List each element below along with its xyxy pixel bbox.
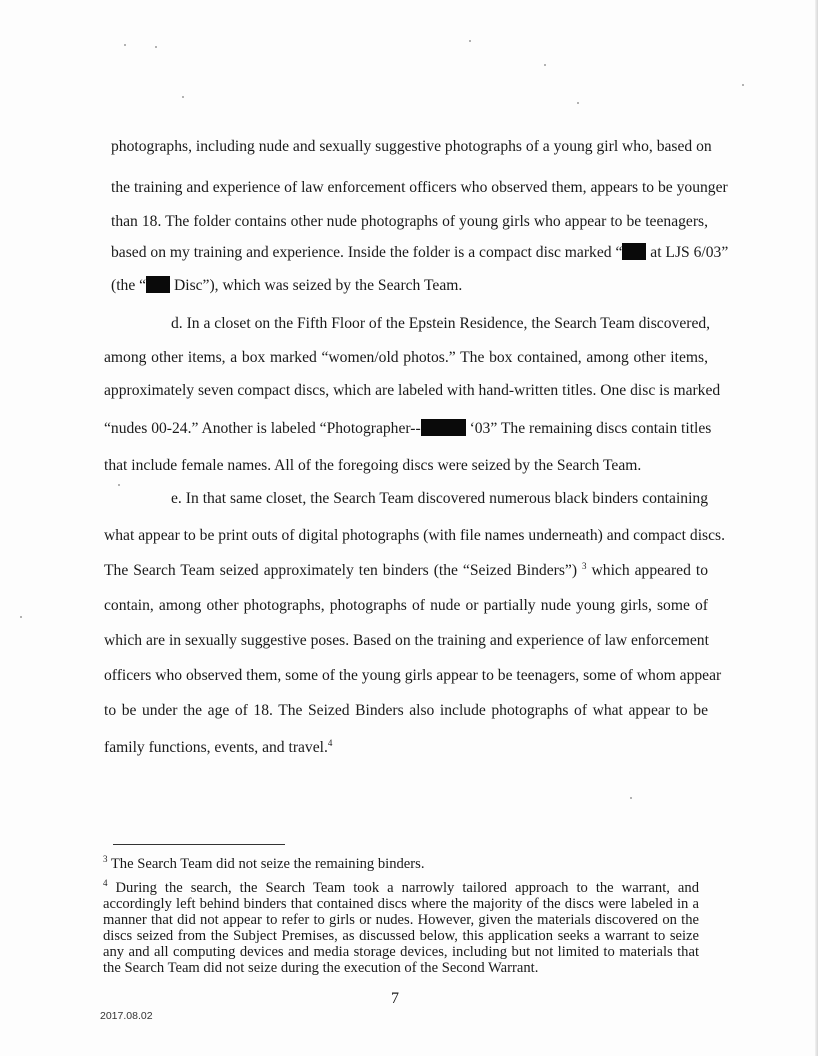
scan-speck — [182, 96, 184, 98]
body-line: that include female names. All of the foregoing discs were seized by the Search Team. — [104, 457, 642, 474]
footnote-mark: 3 — [103, 854, 108, 864]
body-text: “nudes 00-24.” Another is labeled “Photographer-- — [104, 420, 421, 437]
footnote-3 — [103, 856, 699, 872]
body-line — [104, 419, 711, 439]
redaction-box — [622, 243, 646, 260]
body-text: Disc”), which was seized by the Search Team. — [170, 277, 463, 294]
body-text: which appeared to — [586, 562, 709, 579]
body-line: the training and experience of law enforcement officers who observed them, appears to be younger — [111, 179, 728, 196]
body-line: what appear to be print outs of digital photographs (with file names underneath) and compact discs. — [104, 527, 725, 544]
body-line — [104, 738, 332, 758]
paragraph-e-first-line: e. In that same closet, the Search Team discovered numerous black binders containing — [171, 490, 708, 507]
scan-speck — [118, 484, 120, 486]
scan-speck — [20, 616, 22, 618]
footnote-separator — [113, 844, 285, 845]
scan-speck — [577, 102, 579, 104]
scan-speck — [155, 46, 157, 48]
body-line: contain, among other photographs, photographs of nude or partially nude young girls, some of — [104, 597, 708, 614]
page-number: 7 — [391, 990, 399, 1007]
body-line — [111, 243, 728, 263]
scan-speck — [124, 44, 126, 46]
body-text: (the “ — [111, 277, 147, 294]
body-text: ‘03” The remaining discs contain titles — [465, 420, 712, 437]
footnote-mark: 4 — [103, 878, 108, 888]
body-line — [104, 561, 708, 581]
scan-speck — [469, 40, 471, 42]
body-line — [111, 276, 462, 296]
scan-speck — [544, 64, 546, 66]
footnote-text: During the search, the Search Team took a narrowly tailored approach to the warrant, and accordingly left behind binders that contained discs where the majority of the discs were labeled in a manner that did not appear to refer to girls or nudes. However, given the materials discovered on the discs seized from the Subject Premises, as discussed below, this application seeks a warrant to seize any and all computing devices and media storage devices, including but not limited to materials that the Search Team did not seize during the execution of the Second Warrant. — [103, 880, 699, 976]
footnote-4 — [103, 880, 699, 976]
body-line: to be under the age of 18. The Seized Binders also include photographs of what appear to be — [104, 702, 708, 719]
body-line: among other items, a box marked “women/old photos.” The box contained, among other items, — [104, 349, 708, 366]
paragraph-d-first-line: d. In a closet on the Fifth Floor of the Epstein Residence, the Search Team discovered, — [171, 315, 711, 332]
footnote-ref-4: 4 — [327, 738, 333, 748]
body-line: photographs, including nude and sexually suggestive photographs of a young girl who, based on — [111, 138, 712, 155]
body-line: than 18. The folder contains other nude photographs of young girls who appear to be teenagers, — [111, 213, 708, 230]
redaction-box — [146, 276, 170, 293]
document-code: 2017.08.02 — [100, 1010, 153, 1022]
body-line: which are in sexually suggestive poses. Based on the training and experience of law enforcement — [104, 632, 709, 649]
body-text: The Search Team seized approximately ten binders (the “Seized Binders”) — [104, 562, 578, 579]
body-line: approximately seven compact discs, which are labeled with hand-written titles. One disc is marked — [104, 382, 721, 399]
scan-speck — [742, 84, 744, 86]
footnote-text: The Search Team did not seize the remaining binders. — [107, 856, 425, 872]
body-line: officers who observed them, some of the young girls appear to be teenagers, some of whom appear — [104, 667, 722, 684]
body-text: at LJS 6/03” — [646, 244, 729, 261]
scan-speck — [630, 797, 632, 799]
redaction-box — [421, 419, 466, 436]
body-text: based on my training and experience. Inside the folder is a compact disc marked “ — [111, 244, 623, 261]
footnote-ref-3: 3 — [582, 561, 587, 571]
body-text: family functions, events, and travel. — [104, 739, 328, 756]
